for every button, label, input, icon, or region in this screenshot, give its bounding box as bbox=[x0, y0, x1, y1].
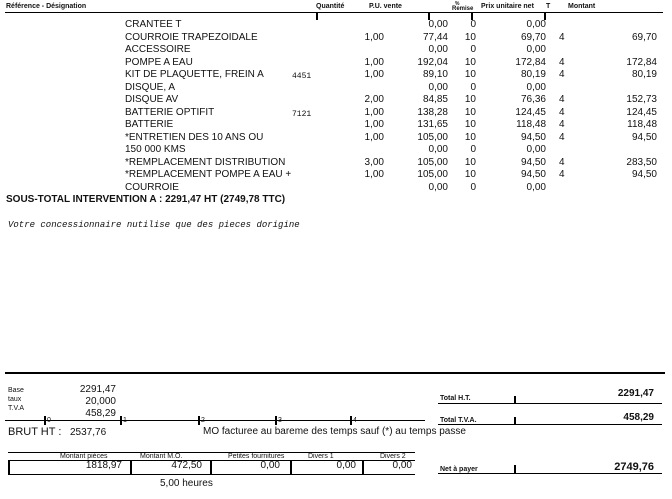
line-desc: DISQUE, A bbox=[125, 81, 176, 93]
total-tva-rule bbox=[438, 424, 662, 425]
line-pun: 172,84 bbox=[515, 56, 546, 68]
tva-scale-rule bbox=[5, 420, 425, 421]
subtotal-intervention: SOUS-TOTAL INTERVENTION A : 2291,47 HT (2749,78 TTC) bbox=[6, 194, 286, 205]
petites-fournitures-label: Petites fournitures bbox=[228, 453, 285, 460]
line-remise: 10 bbox=[464, 106, 476, 118]
net-a-payer-label: Net à payer bbox=[440, 466, 478, 473]
montant-pieces-value: 1818,97 bbox=[85, 460, 122, 471]
scale-tick bbox=[350, 416, 352, 425]
line-remise: 0 bbox=[470, 44, 476, 55]
line-remise: 10 bbox=[464, 94, 476, 105]
line-t: 4 bbox=[559, 131, 565, 143]
line-remise: 10 bbox=[464, 156, 476, 168]
line-qty: 1,00 bbox=[364, 106, 384, 118]
taux-label: taux bbox=[8, 396, 22, 403]
line-code: 4451 bbox=[292, 72, 312, 81]
line-pu: 0,00 bbox=[428, 181, 448, 193]
divers1-label: Divers 1 bbox=[308, 453, 334, 460]
line-montant: 152,73 bbox=[626, 94, 657, 105]
header-net-price: Prix unitaire net bbox=[481, 3, 534, 10]
divers2-label: Divers 2 bbox=[380, 453, 406, 460]
line-montant: 94,50 bbox=[631, 169, 657, 180]
divers2-value: 0,00 bbox=[392, 460, 412, 471]
line-pun: 0,00 bbox=[526, 144, 546, 155]
scale-tick-2: 2 bbox=[201, 417, 205, 424]
header-rule bbox=[5, 12, 663, 13]
line-pun: 0,00 bbox=[526, 19, 546, 30]
mo-billing-note: MO facturee au bareme des temps sauf (*) au temps passe bbox=[203, 426, 466, 437]
scale-tick bbox=[44, 416, 46, 425]
total-tva-value: 458,29 bbox=[623, 412, 654, 423]
line-pun: 94,50 bbox=[520, 131, 546, 143]
line-pun: 94,50 bbox=[520, 156, 546, 168]
line-qty: 1,00 bbox=[364, 119, 384, 130]
line-t: 4 bbox=[559, 69, 565, 80]
line-montant: 80,19 bbox=[631, 69, 657, 80]
montant-pieces-label: Montant pièces bbox=[60, 453, 108, 460]
scale-tick bbox=[275, 416, 277, 425]
line-desc: ACCESSOIRE bbox=[125, 44, 191, 55]
line-pu: 0,00 bbox=[428, 81, 448, 93]
line-pun: 118,48 bbox=[516, 119, 546, 130]
line-qty: 1,00 bbox=[364, 56, 384, 68]
net-a-payer-value: 2749,76 bbox=[614, 461, 654, 473]
line-montant: 124,45 bbox=[626, 106, 657, 118]
line-pun: 69,70 bbox=[520, 31, 546, 43]
line-qty: 1,00 bbox=[364, 31, 384, 43]
line-desc: BATTERIE bbox=[125, 119, 174, 130]
col-tick bbox=[316, 12, 318, 20]
scale-tick-0: 0 bbox=[47, 417, 51, 424]
labor-hours: 5,00 heures bbox=[160, 478, 213, 489]
line-desc: *REMPLACEMENT POMPE A EAU + bbox=[125, 169, 292, 180]
line-pu: 0,00 bbox=[428, 44, 448, 55]
brut-ht-value: 2537,76 bbox=[70, 427, 107, 438]
line-qty: 1,00 bbox=[364, 169, 384, 180]
montant-mo-value: 472,50 bbox=[171, 460, 202, 471]
line-t: 4 bbox=[559, 31, 565, 43]
line-t: 4 bbox=[559, 119, 565, 130]
line-pu: 138,28 bbox=[417, 106, 448, 118]
line-t: 4 bbox=[559, 94, 565, 105]
line-desc: CRANTEE T bbox=[125, 19, 182, 30]
line-pun: 94,50 bbox=[520, 169, 546, 180]
header-reference: Référence - Désignation bbox=[6, 3, 87, 10]
line-pu: 131,65 bbox=[417, 119, 448, 130]
line-remise: 10 bbox=[464, 56, 476, 68]
line-montant: 172,84 bbox=[626, 56, 657, 68]
breakdown-divider bbox=[210, 461, 212, 474]
divers1-value: 0,00 bbox=[336, 460, 356, 471]
line-pu: 0,00 bbox=[428, 144, 448, 155]
line-pun: 0,00 bbox=[526, 81, 546, 93]
scale-tick-3: 3 bbox=[278, 417, 282, 424]
line-remise: 0 bbox=[470, 81, 476, 93]
line-remise: 0 bbox=[470, 181, 476, 193]
footer-rule bbox=[5, 372, 665, 374]
petites-fournitures-value: 0,00 bbox=[260, 460, 280, 471]
breakdown-divider bbox=[290, 461, 292, 474]
breakdown-divider bbox=[130, 461, 132, 474]
line-desc: *REMPLACEMENT DISTRIBUTION bbox=[125, 156, 286, 168]
line-pu: 105,00 bbox=[417, 131, 448, 143]
breakdown-divider bbox=[362, 461, 364, 474]
line-remise: 10 bbox=[464, 119, 476, 130]
line-desc: *ENTRETIEN DES 10 ANS OU bbox=[125, 131, 264, 143]
line-desc: COURROIE TRAPEZOIDALE bbox=[125, 31, 258, 43]
tva-value: 458,29 bbox=[85, 408, 116, 419]
line-pu: 0,00 bbox=[428, 19, 448, 30]
line-pun: 0,00 bbox=[526, 44, 546, 55]
line-pu: 84,85 bbox=[422, 94, 448, 105]
line-desc: DISQUE AV bbox=[125, 94, 179, 105]
total-ht-tick bbox=[514, 396, 516, 404]
line-pun: 76,36 bbox=[520, 94, 546, 105]
scale-tick bbox=[198, 416, 200, 425]
total-tva-label: Total T.V.A. bbox=[440, 417, 477, 424]
line-code: 7121 bbox=[292, 109, 312, 119]
line-t: 4 bbox=[559, 156, 565, 168]
line-montant: 69,70 bbox=[631, 31, 657, 43]
header-unit-price: P.U. vente bbox=[369, 3, 402, 10]
line-t: 4 bbox=[559, 56, 565, 68]
line-qty: 1,00 bbox=[364, 131, 384, 143]
taux-value: 20,000 bbox=[85, 396, 116, 407]
line-remise: 10 bbox=[464, 131, 476, 143]
scale-tick-4: 4 bbox=[353, 417, 357, 424]
header-t: T bbox=[546, 3, 551, 10]
line-remise: 10 bbox=[464, 31, 476, 43]
line-pu: 192,04 bbox=[417, 56, 448, 68]
line-pun: 80,19 bbox=[520, 69, 546, 80]
line-desc: BATTERIE OPTIFIT bbox=[125, 106, 215, 118]
line-pun: 124,45 bbox=[515, 106, 546, 118]
line-pun: 0,00 bbox=[526, 181, 546, 193]
line-remise: 0 bbox=[470, 144, 476, 155]
total-ht-label: Total H.T. bbox=[440, 395, 471, 402]
base-label: Base bbox=[8, 387, 24, 394]
line-desc: 150 000 KMS bbox=[125, 144, 186, 155]
line-pu: 105,00 bbox=[417, 169, 448, 180]
header-percent: % bbox=[455, 1, 460, 7]
breakdown-divider bbox=[8, 461, 10, 474]
scale-tick bbox=[120, 416, 122, 425]
line-t: 4 bbox=[559, 169, 565, 180]
net-a-payer-tick bbox=[514, 465, 516, 473]
line-qty: 1,00 bbox=[364, 69, 384, 80]
dealer-note: Votre concessionnaire nutilise que des pieces dorigine bbox=[8, 220, 300, 230]
line-pu: 105,00 bbox=[417, 156, 448, 168]
line-qty: 2,00 bbox=[364, 94, 384, 105]
header-quantity: Quantité bbox=[316, 3, 345, 10]
total-tva-tick bbox=[514, 417, 516, 425]
line-montant: 283,50 bbox=[626, 156, 657, 168]
header-montant: Montant bbox=[568, 3, 596, 10]
line-desc: KIT DE PLAQUETTE, FREIN A bbox=[125, 69, 264, 80]
line-desc: COURROIE bbox=[125, 181, 179, 193]
line-remise: 10 bbox=[464, 69, 476, 80]
line-remise: 0 bbox=[470, 19, 476, 30]
scale-tick-1: 1 bbox=[123, 417, 127, 424]
total-ht-rule bbox=[438, 403, 662, 404]
line-montant: 118,48 bbox=[627, 119, 657, 130]
line-desc: POMPE A EAU bbox=[125, 56, 193, 68]
line-remise: 10 bbox=[464, 169, 476, 180]
line-t: 4 bbox=[559, 106, 565, 118]
base-value: 2291,47 bbox=[79, 384, 116, 395]
line-qty: 3,00 bbox=[364, 156, 384, 168]
brut-ht-label: BRUT HT : bbox=[8, 426, 62, 438]
header-remise: Remise bbox=[452, 6, 474, 12]
montant-mo-label: Montant M.O. bbox=[140, 453, 183, 460]
net-a-payer-rule bbox=[438, 473, 662, 474]
line-pu: 89,10 bbox=[422, 69, 448, 80]
line-pu: 77,44 bbox=[422, 31, 448, 43]
total-ht-value: 2291,47 bbox=[617, 388, 654, 399]
breakdown-bottom-rule bbox=[8, 474, 415, 475]
line-montant: 94,50 bbox=[631, 131, 657, 143]
tva-label: T.V.A bbox=[8, 405, 25, 412]
